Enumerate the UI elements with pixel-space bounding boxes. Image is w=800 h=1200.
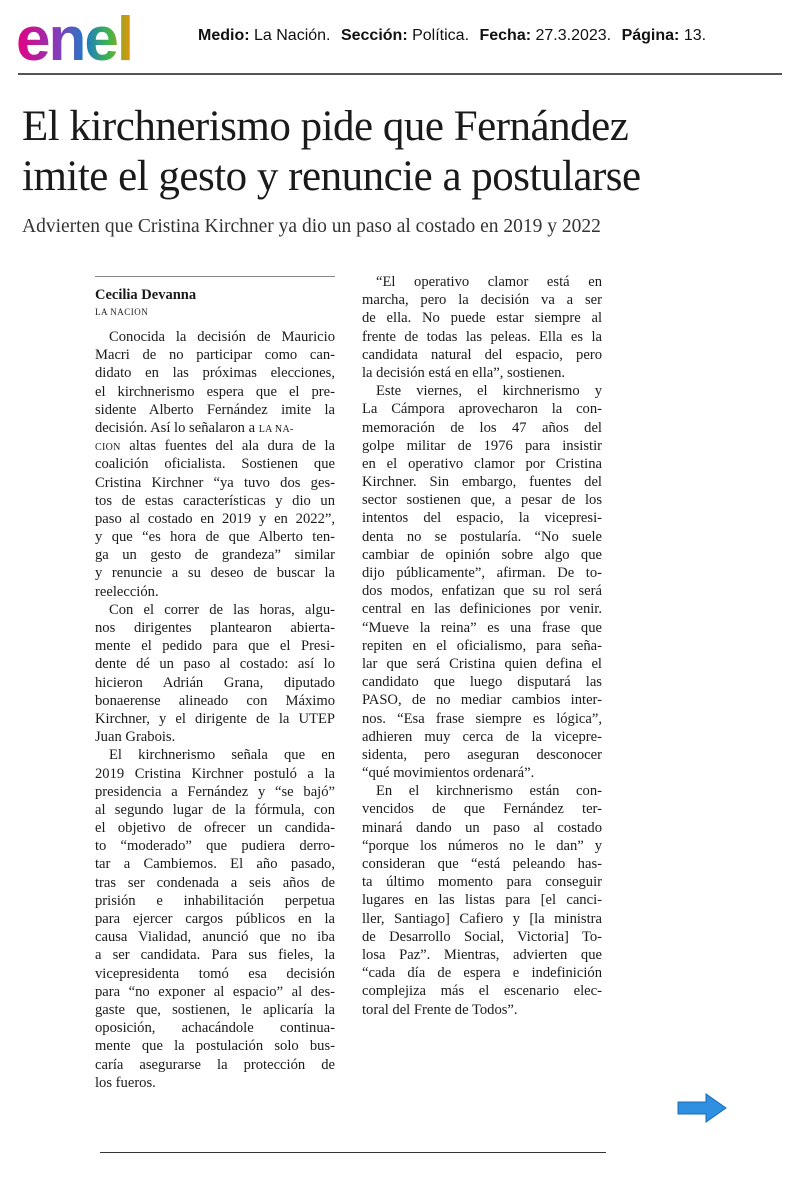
author-name: Cecilia Devanna: [95, 287, 197, 303]
line-text: reelección.: [95, 583, 159, 600]
line-text: Kirchner, y el dirigente de la UTEP: [95, 710, 335, 727]
article-line: [362, 710, 602, 728]
article-line: [362, 1001, 602, 1019]
article-line: [362, 819, 602, 837]
line-text: Cristina Kirchner “ya tuvo dos ges-: [95, 474, 335, 491]
article-line: [95, 401, 335, 419]
article-line: [362, 309, 602, 327]
line-text: caría asegurarse la protección de: [95, 1056, 335, 1073]
article-line: [95, 455, 335, 473]
line-text: presidencia a Fernández y “se bajó”: [95, 783, 335, 800]
line-text: repiten en el oficialismo, para seña-: [362, 637, 602, 654]
article-line: [95, 1056, 335, 1074]
article-line: [362, 273, 602, 291]
article-line: [95, 364, 335, 382]
line-text: Macri de no participar como can-: [95, 347, 335, 364]
line-text: para ejercer cargos públicos en la: [95, 911, 335, 927]
article-line: [362, 946, 602, 964]
svg-text:enel: enel: [16, 5, 133, 70]
article-line: [362, 855, 602, 873]
article-line: [95, 855, 335, 873]
header-divider: [18, 73, 782, 75]
line-text: candidata natural del espacio, pero: [362, 346, 602, 363]
article-line: [362, 782, 602, 800]
line-text: PASO, de no mediar cambios inter-: [362, 692, 602, 709]
line-text: el kirchnerismo espera que el pre-: [95, 383, 335, 400]
line-text: El kirchnerismo señala que en: [109, 747, 335, 764]
small-caps-text: CION: [95, 442, 121, 454]
line-text: La Cámpora aprovecharon la con-: [362, 401, 602, 418]
line-text: toral del Frente de Todos”.: [362, 1001, 518, 1018]
article-line: [362, 673, 602, 691]
line-text: “qué movimientos ordenará”.: [362, 765, 535, 782]
line-text: dente dé un paso al costado: así lo: [95, 656, 335, 673]
article-line: [362, 291, 602, 309]
line-text: En el kirchnerismo están con-: [376, 783, 602, 800]
article-line: [362, 400, 602, 418]
line-text: consideran que “está peleando has-: [362, 856, 602, 872]
line-text: didato en las próximas elecciones,: [95, 365, 335, 382]
line-text: de Desarrollo Social, Victoria] To-: [362, 928, 602, 945]
line-text: “El operativo clamor está en: [376, 274, 602, 290]
article-line: [362, 491, 602, 509]
line-text: candidato que luego disputará las: [362, 674, 602, 691]
article-line: [362, 891, 602, 909]
enel-logo: [16, 4, 181, 70]
article-line: [95, 346, 335, 364]
line-text: frente de todas las peleas. Ella es la: [362, 328, 602, 345]
article-line: [95, 619, 335, 637]
article-line: [95, 1001, 335, 1019]
medio-label: Medio:: [198, 27, 250, 44]
line-text: minará dando un paso al costado: [362, 819, 602, 836]
article-line: [362, 746, 602, 764]
line-text: para “no exponer al espacio” al des-: [95, 983, 335, 1000]
article-line: [95, 765, 335, 783]
seccion-label: Sección:: [340, 27, 408, 44]
article-line: [362, 964, 602, 982]
line-text: bonaerense alineado con Máximo: [95, 692, 335, 709]
publication-meta: [198, 27, 706, 45]
line-text: sidente Alberto Fernández imite la: [95, 401, 335, 418]
headline-line: imite el gesto y renuncie a postularse: [22, 153, 641, 200]
line-text: y renuncie a su deseo de buscar la: [95, 565, 335, 582]
line-text: central en las definiciones por venir.: [362, 601, 602, 618]
line-text: tos de estas características y dio un: [95, 492, 335, 509]
article-line: [95, 510, 335, 528]
article-line: [95, 1019, 335, 1037]
article-line: [95, 437, 335, 455]
small-caps-text: LA NA-: [258, 423, 294, 435]
article-line: [95, 983, 335, 1001]
headline-line: El kirchnerismo pide que Fernández: [22, 103, 629, 150]
line-text: adhieren muy cerca de la vicepre-: [362, 728, 602, 745]
line-text: sector sostienen que, a pesar de los: [362, 492, 602, 509]
line-text: la decisión está en ella”, sostienen.: [362, 364, 566, 381]
line-text: ller, Santiago] Cafiero y [la ministra: [362, 910, 602, 927]
article-line: [362, 546, 602, 564]
line-text: mente que la postulación solo bus-: [95, 1038, 335, 1055]
article-column-1: [95, 328, 335, 1092]
article-line: [95, 383, 335, 401]
article-line: [362, 637, 602, 655]
footer-divider: [100, 1152, 606, 1153]
line-text: coalición oficialista. Sostienen que: [95, 456, 335, 473]
line-text: oposición, achacándole continua-: [95, 1020, 335, 1037]
article-line: [95, 819, 335, 837]
article-line: [362, 509, 602, 527]
article-line: [95, 419, 335, 437]
line-text: Kirchner. Sin embargo, fuentes del: [362, 474, 602, 491]
line-text: Con el correr de las horas, algu-: [109, 601, 335, 618]
article-line: [362, 382, 602, 400]
article-line: [95, 1037, 335, 1055]
line-text: Este viernes, el kirchnerismo y: [376, 383, 602, 400]
line-text: a ser candidata. Para sus fieles, la: [95, 947, 335, 964]
line-text: paso al costado en 2019 y en 2022”,: [95, 510, 335, 527]
line-text: tar a Cambiemos. El año pasado,: [95, 856, 335, 873]
line-text: “Mueve la reina” es una frase que: [362, 619, 602, 636]
line-text: tras ser condenada a seis años de: [95, 874, 335, 891]
line-text: Juan Grabois.: [95, 729, 176, 746]
article-line: [362, 473, 602, 491]
article-line: [95, 783, 335, 801]
article-line: [95, 692, 335, 710]
line-text: nos dirigentes plantearon abierta-: [95, 620, 335, 636]
article-line: [95, 837, 335, 855]
article-line: [362, 655, 602, 673]
article-line: [362, 800, 602, 818]
headline: [22, 102, 792, 202]
line-text: en el operativo clamor por Cristina: [362, 455, 602, 472]
article-line: [362, 364, 602, 382]
article-line: [95, 892, 335, 910]
subheadline: Advierten que Cristina Kirchner ya dio un paso al costado en 2019 y 2022: [22, 216, 601, 237]
article-line: [95, 655, 335, 673]
line-text: decisión. Así lo señalaron a: [95, 419, 256, 436]
seccion-value: Política.: [412, 27, 470, 44]
fecha-value: 27.3.2023.: [535, 27, 612, 44]
article-line: [362, 764, 602, 782]
article-line: [362, 619, 602, 637]
arrow-right-icon[interactable]: [676, 1092, 728, 1124]
article-line: [362, 528, 602, 546]
article-line: [362, 419, 602, 437]
article-line: [362, 982, 602, 1000]
pagina-label: Página:: [621, 27, 680, 44]
article-line: [95, 746, 335, 764]
line-text: “porque los números no le dan” y: [362, 837, 602, 854]
article-line: [362, 600, 602, 618]
line-text: losa Paz”. Mientras, advierten que: [362, 946, 602, 963]
article-line: [95, 583, 335, 601]
line-text: sidenta, pero aseguran desconocer: [362, 746, 602, 763]
line-text: to “moderado” que pudiera derro-: [95, 838, 335, 855]
medio-value: La Nación.: [254, 27, 331, 44]
article-column-2: [362, 273, 602, 1019]
article-line: [95, 528, 335, 546]
line-text: complejiza más el escenario elec-: [362, 983, 602, 1000]
line-text: vencidos de que Fernández ter-: [362, 801, 602, 818]
line-text: el objetivo de ofrecer un candida-: [95, 820, 335, 837]
line-text: y que “es hora de que Alberto ten-: [95, 529, 335, 546]
article-line: [95, 637, 335, 655]
line-text: golpe militar de 1976 para insistir: [362, 437, 602, 454]
line-text: Conocida la decisión de Mauricio: [109, 329, 335, 345]
author-outlet: LA NACION: [95, 307, 149, 317]
line-text: nos. “Esa frase siempre es lógica”,: [362, 710, 602, 727]
article-line: [95, 874, 335, 892]
article-line: [362, 582, 602, 600]
article-line: [95, 801, 335, 819]
line-text: denta no se postularía. “No suele: [362, 528, 602, 545]
article-line: [362, 328, 602, 346]
article-line: [95, 710, 335, 728]
article-line: [95, 328, 335, 346]
article-line: [95, 474, 335, 492]
article-line: [95, 564, 335, 582]
line-text: ga un gesto de grandeza” similar: [95, 547, 335, 564]
line-text: prisión e inhabilitación perpetua: [95, 892, 335, 909]
article-line: [95, 965, 335, 983]
article-line: [362, 455, 602, 473]
line-text: de ella. No puede estar siempre al: [362, 310, 602, 327]
line-text: mente el pedido para que el Presi-: [95, 638, 335, 655]
line-text: los fueros.: [95, 1074, 156, 1091]
pagina-value: 13.: [683, 27, 707, 44]
article-line: [95, 728, 335, 746]
article-line: [362, 910, 602, 928]
article-line: [95, 910, 335, 928]
line-text: vicepresidenta tomó esa decisión: [95, 965, 335, 982]
line-text: lar que será Cristina quien defina el: [362, 655, 602, 672]
line-text: “cada día de espera e indefinición: [362, 965, 602, 982]
article-line: [362, 346, 602, 364]
line-text: dos modos, enfatizan que su rol será: [362, 583, 602, 600]
article-line: [95, 492, 335, 510]
line-text: ta último momento para conseguir: [362, 874, 602, 891]
article-line: [362, 728, 602, 746]
line-text: al segundo lugar de la fórmula, con: [95, 801, 335, 818]
article-line: [95, 601, 335, 619]
line-text: gaste que, sostienen, le aplicaría la: [95, 1001, 335, 1018]
line-text: marcha, pero la decisión va a ser: [362, 292, 602, 309]
line-text: hicieron Adrián Grana, diputado: [95, 674, 335, 691]
article-line: [362, 691, 602, 709]
article-line: [362, 928, 602, 946]
line-text: 2019 Cristina Kirchner postuló a la: [95, 765, 335, 782]
line-text: cambiar de opinión sobre algo que: [362, 546, 602, 563]
line-text: memoración de los 47 años del: [362, 419, 602, 436]
line-text: dijo públicamente”, afirman. De to-: [362, 565, 602, 581]
line-text: lugares en las listas para [el canci-: [362, 892, 602, 909]
article-line: [95, 928, 335, 946]
article-line: [362, 564, 602, 582]
line-text: altas fuentes del ala dura de la: [129, 438, 335, 455]
line-text: causa Vialidad, anunció que no iba: [95, 929, 335, 946]
fecha-label: Fecha:: [479, 27, 532, 44]
article-line: [362, 873, 602, 891]
article-line: [95, 674, 335, 692]
article-line: [362, 837, 602, 855]
article-line: [362, 437, 602, 455]
article-line: [95, 546, 335, 564]
column-rule: [95, 276, 335, 277]
line-text: intentos del espacio, la vicepresi-: [362, 510, 602, 527]
article-line: [95, 1074, 335, 1092]
article-line: [95, 946, 335, 964]
